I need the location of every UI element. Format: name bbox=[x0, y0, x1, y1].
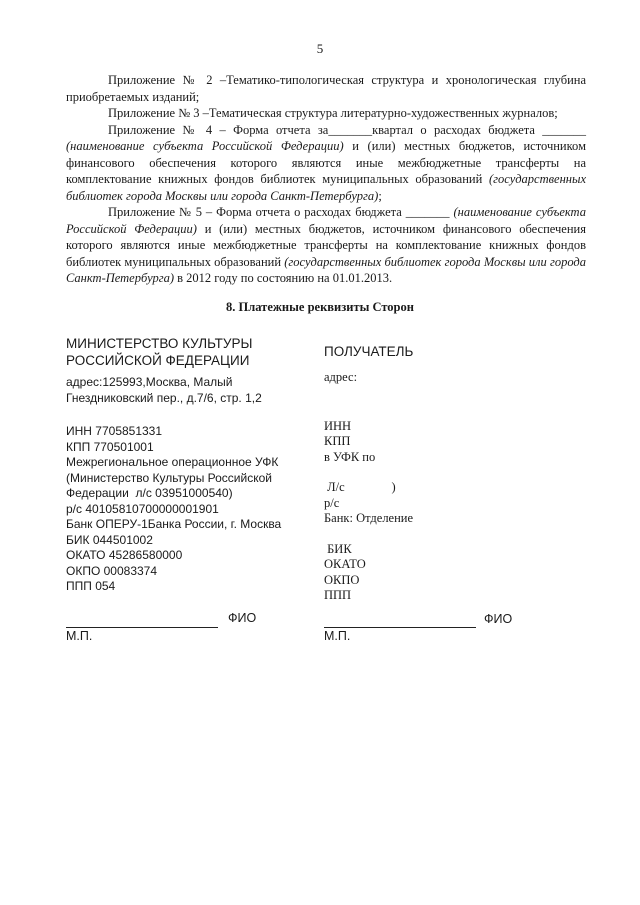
ministry-address-line-1: адрес:125993,Москва, Малый bbox=[66, 375, 233, 389]
appendix-5 bbox=[66, 204, 586, 287]
appendix-5-italic-2: (государственных библиотек города Москвы или города Санкт-Петербурга) bbox=[66, 254, 586, 285]
recipient-inn: ИНН bbox=[324, 418, 352, 433]
recipient-bank: Банк: Отделение bbox=[324, 511, 414, 525]
recipient-kpp: КПП bbox=[324, 434, 351, 448]
appendix-4-italic-2: (государственных библиотек города Москвы или города Санкт-Петербурга) bbox=[66, 172, 586, 203]
appendix-3: Приложение № 3 –Тематическая структура литературно-художественных журналов; bbox=[108, 106, 558, 120]
ministry-okato: ОКАТО 45286580000 bbox=[66, 548, 183, 562]
ministry-requisites bbox=[66, 335, 306, 595]
ministry-ppp: ППП 054 bbox=[66, 579, 116, 593]
appendix-list bbox=[66, 72, 586, 287]
ministry-bik: БИК 044501002 bbox=[66, 532, 153, 547]
left-signature-line bbox=[66, 627, 218, 628]
recipient-ppp: ППП bbox=[324, 588, 352, 602]
ministry-ufk-line-1: Межрегиональное операционное УФК bbox=[66, 455, 279, 469]
appendix-4-text-2: и (или) местных бюджетов, источником финансового обеспечения которого являются иные межбюджетные трансферты на комплектование книжных фондов библиотек муниципальных образований bbox=[66, 139, 586, 186]
ministry-inn: ИНН 7705851331 bbox=[66, 424, 163, 438]
right-fio-label: ФИО bbox=[484, 612, 513, 626]
recipient-okato: ОКАТО bbox=[324, 557, 366, 571]
ministry-ufk-line-3: Федерации л/с 03951000540) bbox=[66, 486, 233, 500]
ministry-name-line-1: МИНИСТЕРСТВО КУЛЬТУРЫ bbox=[66, 336, 253, 351]
recipient-requisites bbox=[324, 343, 554, 604]
recipient-okpo: ОКПО bbox=[324, 572, 360, 587]
ministry-ufk-line-2: (Министерство Культуры Российской bbox=[66, 470, 272, 485]
section-heading: 8. Платежные реквизиты Сторон bbox=[226, 300, 414, 314]
recipient-bik: БИК bbox=[324, 541, 352, 556]
ministry-okpo: ОКПО 00083374 bbox=[66, 563, 158, 578]
appendix-4-text: Приложение № 4 – Форма отчета за_______квартал о расходах бюджета _______ bbox=[108, 122, 586, 137]
appendix-4-end: ; bbox=[378, 188, 382, 203]
appendix-5-end: в 2012 году по состоянию на 01.01.2013. bbox=[174, 271, 393, 285]
right-stamp-label: М.П. bbox=[324, 629, 351, 643]
recipient-personal-account: Л/с ) bbox=[324, 480, 396, 494]
left-stamp-label: М.П. bbox=[66, 629, 93, 643]
recipient-account: р/с bbox=[324, 495, 340, 510]
ministry-name-line-2: РОССИЙСКОЙ ФЕДЕРАЦИИ bbox=[66, 353, 250, 368]
appendix-5-text: Приложение № 5 – Форма отчета о расходах бюджета _______ bbox=[108, 205, 454, 219]
left-fio-label: ФИО bbox=[228, 611, 257, 625]
appendix-5-text-2: и (или) местных бюджетов, источником финансового обеспечения которого являются иные межбюджетные трансферты на комплектование книжных фондов библиотек муниципальных образований bbox=[66, 221, 586, 269]
recipient-address: адрес: bbox=[324, 370, 358, 384]
appendix-4-italic: (наименование субъекта Российской Федерации) bbox=[66, 139, 344, 153]
ministry-address-line-2: Гнездниковский пер., д.7/6, стр. 1,2 bbox=[66, 390, 262, 405]
ministry-bank: Банк ОПЕРУ-1Банка России, г. Москва bbox=[66, 517, 282, 531]
ministry-account: р/с 40105810700000001901 bbox=[66, 501, 219, 516]
appendix-2: Приложение № 2 –Тематико-типологическая структура и хронологическая глубина приобретаемых изданий; bbox=[66, 73, 586, 104]
appendix-5-italic: (наименование субъекта Российской Федерации) bbox=[66, 205, 586, 236]
right-signature-line bbox=[324, 627, 476, 628]
appendix-4 bbox=[66, 122, 586, 205]
page-number: 5 bbox=[316, 41, 324, 56]
recipient-ufk: в УФК по bbox=[324, 449, 376, 464]
recipient-title: ПОЛУЧАТЕЛЬ bbox=[324, 344, 414, 359]
ministry-kpp: КПП 770501001 bbox=[66, 439, 154, 454]
